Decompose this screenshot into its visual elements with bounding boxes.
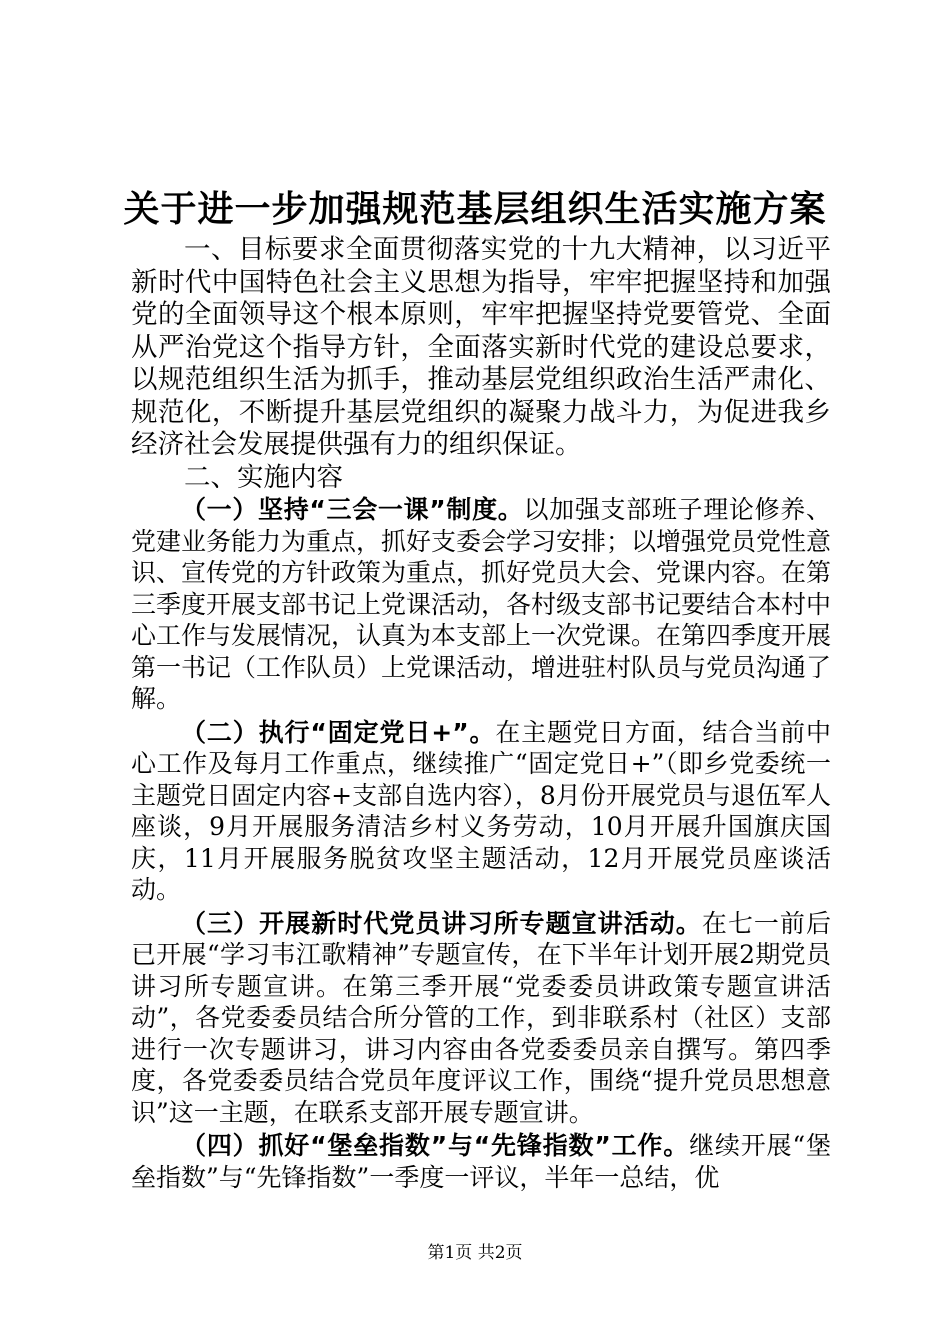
item-paragraph [131, 494, 831, 715]
item-paragraph [131, 908, 831, 1129]
item-text: 以加强支部班子理论修养、党建业务能力为重点，抓好支委会学习安排；以增强党员党性意识、宣传党的方针政策为重点，抓好党员大会、党课内容。在第三季度开展支部书记上党课活动，各村级支部书记要结合本村中心工作与发展情况，认真为本支部上一次党课。在第四季度开展第一书记（工作队员）上党课活动，增进驻村队员与党员沟通了解。 [131, 495, 832, 713]
item-paragraph [131, 1130, 831, 1193]
document-body [131, 234, 831, 1193]
item-text: 在七一前后已开展“学习韦江歌精神”专题宣传，在下半年计划开展2期党员讲习所专题宣讲。在第三季开展“党委委员讲政策专题宣讲活动”，各党委委员结合所分管的工作，到非联系村（社区）支部进行一次专题讲习，讲习内容由各党委委员亲自撰写。第四季度，各党委委员结合党员年度评议工作，围绕“提升党员思想意识”这一主题，在联系支部开展专题宣讲。 [131, 908, 831, 1127]
item-lead: （四）抓好“堡垒指数”与“先锋指数”工作。 [181, 1131, 690, 1160]
section-1-paragraph: 一、目标要求全面贯彻落实党的十九大精神，以习近平新时代中国特色社会主义思想为指导，牢牢把握坚持和加强党的全面领导这个根本原则，牢牢把握坚持党要管党、全面从严治党这个指导方针，全面落实新时代党的建设总要求，以规范组织生活为抓手，推动基层党组织政治生活严肃化、规范化，不断提升基层党组织的凝聚力战斗力，为促进我乡经济社会发展提供强有力的组织保证。 [131, 234, 831, 460]
section-2-heading: 二、实施内容 [184, 461, 343, 493]
page-number-footer: 第1页 共2页 [427, 1243, 523, 1263]
document-title: 关于进一步加强规范基层组织生活实施方案 [123, 188, 827, 230]
item-text: 继续开展“堡垒指数”与“先锋指数”一季度一评议，半年一总结，优 [131, 1131, 831, 1192]
item-text: 在主题党日方面，结合当前中心工作及每月工作重点，继续推广“固定党日+”（即乡党委统一主题党日固定内容+支部自选内容），8月份开展党员与退伍军人座谈，9月开展服务清洁乡村义务劳动，10月开展升国旗庆国庆，11月开展服务脱贫攻坚主题活动，12月开展党员座谈活动。 [131, 717, 831, 904]
item-lead: （二）执行“固定党日+”。 [181, 717, 496, 747]
item-paragraph [131, 717, 831, 906]
item-lead: （一）坚持“三会一课”制度。 [181, 495, 524, 524]
item-lead: （三）开展新时代党员讲习所专题宣讲活动。 [181, 908, 702, 938]
